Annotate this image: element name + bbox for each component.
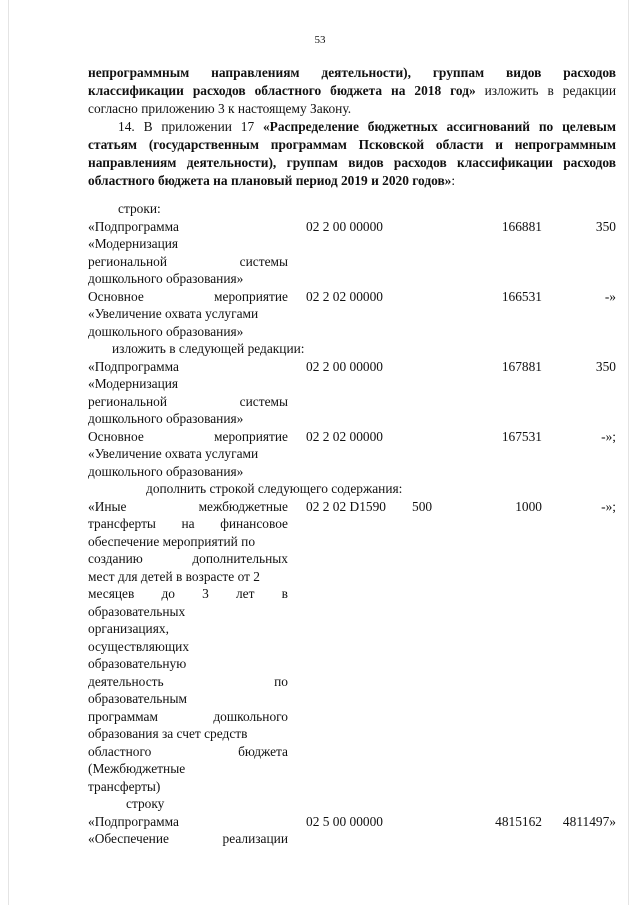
row-name-line: «Увеличение охвата услугами <box>88 446 259 461</box>
last-row-block <box>88 813 616 848</box>
row-name-line: дошкольного образования» <box>88 411 244 426</box>
row-name-line: организациях, <box>88 621 169 636</box>
table-row <box>88 358 616 428</box>
row-name-word: 3 <box>202 586 209 601</box>
row-name-line: образовательных <box>88 603 186 619</box>
row-name <box>88 358 288 428</box>
row-name-line <box>88 550 288 568</box>
amount-2019: 166881 <box>501 218 542 234</box>
row-name-line: «Увеличение охвата услугами <box>88 306 259 321</box>
row-name-line: трансферты) <box>88 778 161 794</box>
expense-type-code: 500 <box>412 498 433 514</box>
amount-2020: 4811497» <box>562 813 616 829</box>
row-name-word: мероприятие <box>214 428 288 444</box>
row-name-line: дошкольного образования» <box>88 463 244 479</box>
row-name-word: до <box>161 586 175 601</box>
item-14-paragraph <box>88 118 616 190</box>
row-name-line <box>88 393 288 411</box>
row-name-line <box>88 428 288 446</box>
row-name-word: финансовое <box>220 516 288 531</box>
row-name-line: «Подпрограмма <box>88 813 179 829</box>
row-name-line <box>88 673 288 691</box>
row-name-line: «Модернизация <box>88 376 179 391</box>
amount-2020: -»; <box>601 428 616 444</box>
row-singular-label: строку <box>126 796 165 811</box>
target-article-code: 02 2 02 00000 <box>306 288 383 304</box>
row-name-word: реализации <box>222 831 288 846</box>
amendment-rows <box>88 201 616 848</box>
amount-2020: -»; <box>601 498 616 514</box>
row-name-word: в <box>281 586 288 601</box>
amount-2020: 350 <box>595 218 616 234</box>
rows-heading-label: строки: <box>118 201 161 216</box>
row-name-line <box>88 830 288 848</box>
row-name-line: осуществляющих <box>88 638 190 654</box>
row-name-word: бюджета <box>238 743 288 759</box>
target-article-code: 02 2 02 D1590 <box>306 498 386 514</box>
row-name-line <box>88 585 288 603</box>
amount-2020: 350 <box>595 358 616 374</box>
row-name-line: «Модернизация <box>88 236 179 251</box>
row-name-word: Основное <box>88 288 144 304</box>
row-name-word: дошкольного <box>213 708 288 724</box>
target-article-code: 02 2 02 00000 <box>306 428 383 444</box>
row-name-word: трансферты <box>88 516 156 531</box>
target-article-code: 02 5 00 00000 <box>306 813 383 829</box>
row-name-word: Основное <box>88 428 144 444</box>
row-name-word: межбюджетные <box>198 498 288 514</box>
row-name-line <box>88 708 288 726</box>
row-name-word: «Обеспечение <box>88 831 169 846</box>
table-row <box>88 428 616 481</box>
row-name-line: образовательным <box>88 691 188 706</box>
target-article-code: 02 2 00 00000 <box>306 218 383 234</box>
item-14-bold-text: «Распределение бюджетных ассигнований по целевым статьям (государственным программам Псковской области и непрограммным направлениям деятельности), группам видов расходов классификации расходов областного бюджета на плановый период 2019 и 2020 годов» <box>88 119 616 188</box>
row-name <box>88 288 288 341</box>
row-name-word: мероприятие <box>214 288 288 304</box>
row-name-word: областного <box>88 743 152 759</box>
page-number: 53 <box>314 34 326 46</box>
item-14-lead: 14. В приложении 17 <box>118 119 263 134</box>
table-row <box>88 813 616 848</box>
table-row <box>88 498 616 796</box>
row-name-word: «Иные <box>88 498 127 514</box>
amount-2020: -» <box>604 288 616 304</box>
amount-2019: 4815162 <box>495 813 542 829</box>
row-name-word: созданию <box>88 551 143 566</box>
add-row-label: дополнить строкой следующего содержания: <box>146 481 403 496</box>
row-name <box>88 498 288 796</box>
item-14-tail: : <box>451 173 456 188</box>
row-name <box>88 428 288 481</box>
row-name-line: «Подпрограмма <box>88 218 179 234</box>
old-rows-block <box>88 218 616 341</box>
row-name <box>88 218 288 288</box>
row-name-line: образования за счет средств <box>88 726 248 741</box>
row-name-word: системы <box>239 253 288 269</box>
row-name-line <box>88 498 288 516</box>
row-name-word: месяцев <box>88 586 135 601</box>
intro-paragraph <box>88 64 616 118</box>
row-name-line: дошкольного образования» <box>88 323 244 339</box>
row-name-word: деятельность <box>88 673 164 689</box>
row-name-line: обеспечение мероприятий по <box>88 533 256 549</box>
row-name-word: программам <box>88 708 158 724</box>
intro-bold-text: непрограммным направлениям деятельности), группам видов расходов классификации расходов областного бюджета на 2018 год» <box>88 65 616 98</box>
row-name-word: лет <box>235 586 255 601</box>
target-article-code: 02 2 00 00000 <box>306 358 383 374</box>
row-name-line <box>88 253 288 271</box>
amount-2019: 1000 <box>515 498 542 514</box>
row-name-word: на <box>181 516 195 531</box>
row-name-line: образовательную <box>88 656 187 671</box>
table-row <box>88 218 616 288</box>
amount-2019: 166531 <box>501 288 542 304</box>
row-name-word: дополнительных <box>192 551 288 566</box>
row-name <box>88 813 288 848</box>
row-name-line: мест для детей в возрасте от 2 <box>88 568 260 584</box>
row-name-word: системы <box>239 393 288 409</box>
row-name-line <box>88 288 288 306</box>
row-name-line: дошкольного образования» <box>88 271 244 286</box>
added-row-block <box>88 498 616 796</box>
row-name-word: по <box>274 673 288 689</box>
intro-text: изложить в редакции согласно приложению 3 к настоящему Закону. <box>88 83 617 116</box>
row-name-line <box>88 743 288 761</box>
table-row <box>88 288 616 341</box>
amount-2019: 167531 <box>501 428 542 444</box>
page-edge-right <box>628 0 629 905</box>
new-rows-block <box>88 358 616 481</box>
new-edition-label: изложить в следующей редакции: <box>112 341 305 356</box>
row-name-word: региональной <box>88 393 168 409</box>
row-name-line <box>88 515 288 533</box>
row-name-line: «Подпрограмма <box>88 358 179 374</box>
page-edge-left <box>8 0 9 905</box>
row-name-line: (Межбюджетные <box>88 761 186 776</box>
row-name-word: региональной <box>88 253 168 269</box>
amount-2019: 167881 <box>501 358 542 374</box>
